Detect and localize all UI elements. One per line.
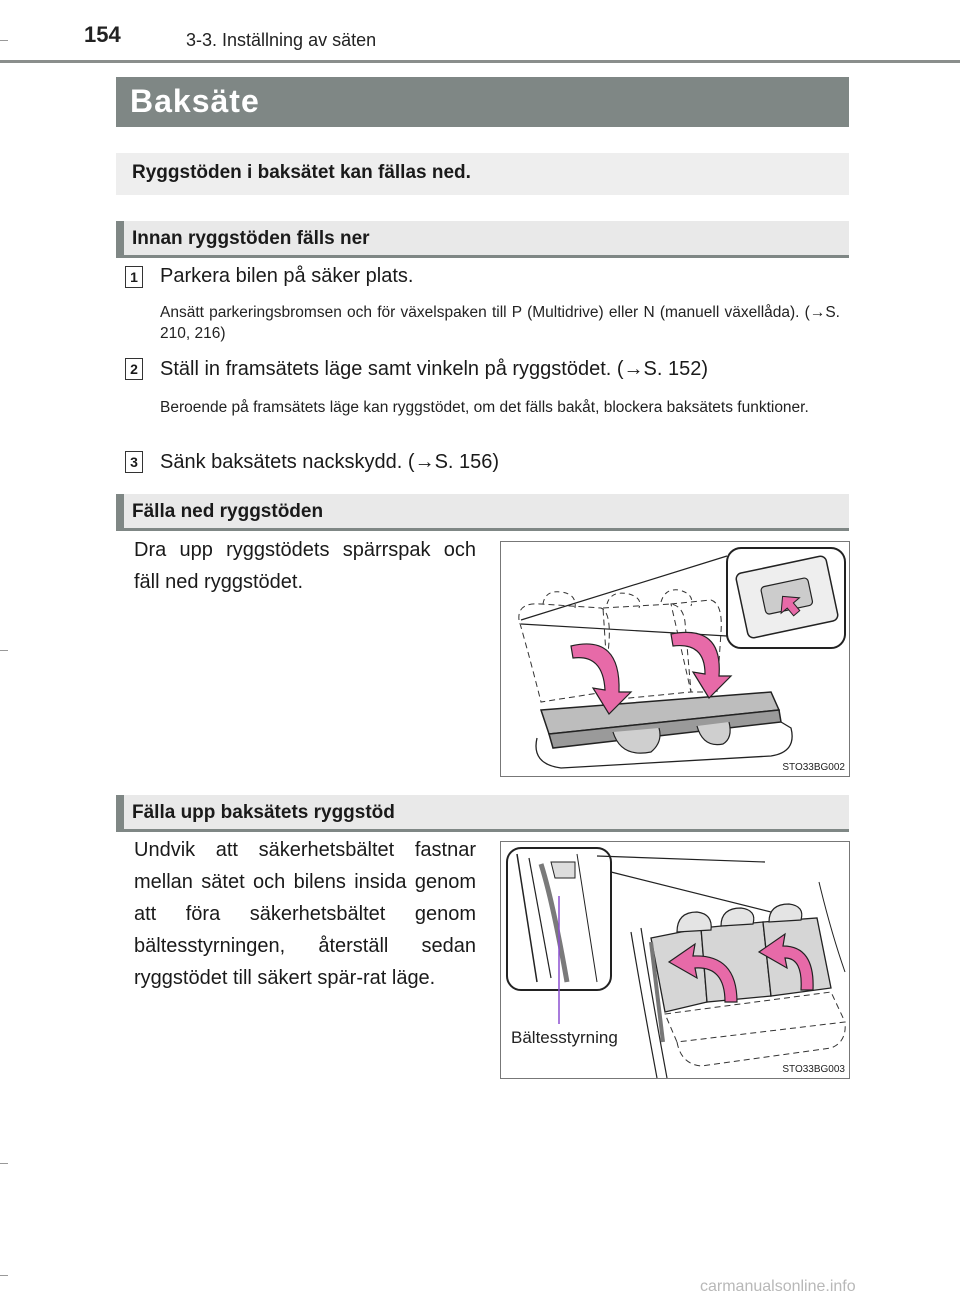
section-heading-fold-up — [116, 795, 849, 832]
header-rule — [0, 60, 960, 63]
step-2-text: Ställ in framsätets läge samt vinkeln på ryggstödet. (→S. 152) — [160, 358, 709, 380]
figure-code: STO33BG003 — [782, 1064, 845, 1075]
section-heading-text: Fälla upp baksätets ryggstöd — [132, 802, 395, 823]
intro-text: Ryggstöden i baksätet kan fällas ned. — [132, 162, 471, 183]
page-title: Baksäte — [130, 83, 260, 119]
section-heading-before-folding — [116, 221, 849, 258]
section-accent-bar — [116, 494, 124, 531]
breadcrumb: 3-3. Inställning av säten — [186, 30, 377, 50]
seat-fold-down-drawing — [501, 542, 849, 776]
crop-mark — [0, 1163, 8, 1164]
watermark: carmanualsonline.info — [700, 1278, 856, 1295]
section-heading-text: Fälla ned ryggstöden — [132, 501, 324, 522]
fold-up-instructions: Undvik att säkerhetsbältet fastnar mellan sätet och bilens insida genom att föra säkerhetsbältet genom bältesstyrningen, återställ sedan ryggstödet till säkert spär-rat läge. — [134, 839, 476, 989]
fold-up-illustration — [500, 841, 850, 1079]
section-heading-text: Innan ryggstöden fälls ner — [132, 228, 370, 249]
crop-mark — [0, 650, 8, 651]
page-title-bar — [116, 77, 849, 127]
step-number-3: 3 — [125, 451, 143, 473]
crop-mark — [0, 1275, 8, 1276]
step-number-2: 2 — [125, 358, 143, 380]
page-number: 154 — [84, 22, 121, 47]
intro-box — [116, 153, 849, 195]
section-accent-bar — [116, 221, 124, 258]
fold-down-instructions: Dra upp ryggstödets spärrspak och fäll ned ryggstödet. — [134, 539, 476, 593]
step-number-1: 1 — [125, 266, 143, 288]
section-accent-bar — [116, 795, 124, 832]
crop-mark — [0, 40, 8, 41]
fold-down-illustration — [500, 541, 850, 777]
step-3-text: Sänk baksätets nackskydd. (→S. 156) — [160, 451, 500, 473]
step-2-detail: Beroende på framsätets läge kan ryggstödet, om det fälls bakåt, blockera baksätets funktioner. — [160, 399, 809, 416]
section-heading-fold-down — [116, 494, 849, 531]
belt-guide-label: Bältesstyrning — [511, 1028, 618, 1047]
step-1-detail: Ansätt parkeringsbromsen och för växelspaken till P (Multidrive) eller N (manuell växellåda). (→S. 210, 216) — [160, 304, 840, 342]
step-1-text: Parkera bilen på säker plats. — [160, 265, 414, 287]
figure-code: STO33BG002 — [782, 762, 845, 773]
